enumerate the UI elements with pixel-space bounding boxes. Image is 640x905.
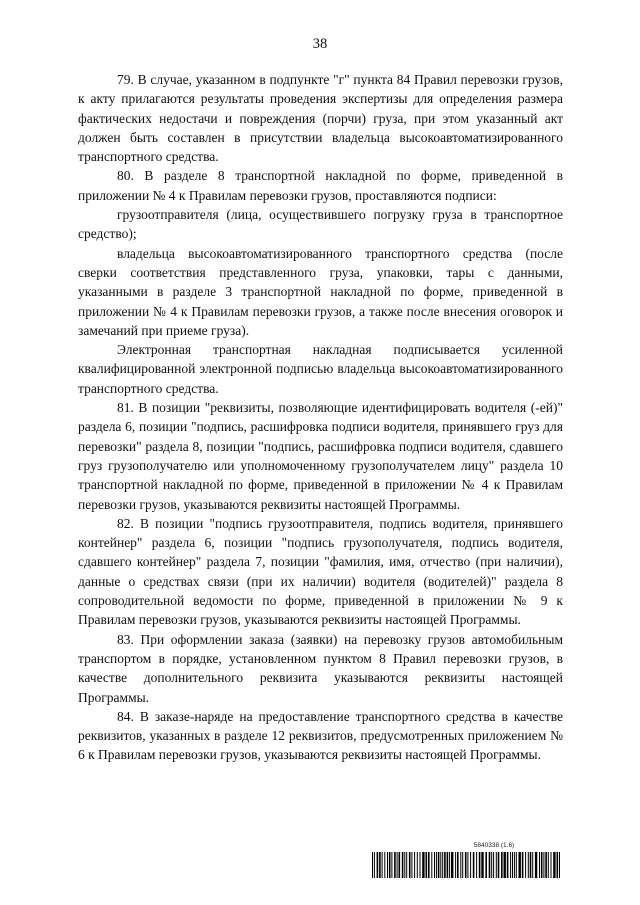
barcode-bar [476, 852, 477, 878]
document-body [78, 70, 563, 765]
barcode-bar [498, 852, 500, 878]
barcode-bar [426, 852, 428, 878]
barcode-bar [559, 852, 560, 878]
barcode-bar [530, 852, 532, 878]
barcode-bar [422, 852, 424, 878]
barcode-bar [516, 852, 517, 878]
barcode-bar [467, 852, 468, 878]
barcode-bar [397, 852, 398, 878]
barcode-bar [399, 852, 401, 878]
document-code: 5840338 (1.6) [473, 842, 515, 849]
barcode-bar [496, 852, 497, 878]
barcode-bar [481, 852, 483, 878]
paragraph-82: 82. В позиции "подпись грузоотправителя, подпись водителя, принявшего контейнер" раздела 6, позиции "подпись грузополучателя, подпись водителя, сдавшего контейнер" раздела 7, позиции "фамилия, имя, отчество (при наличии), данные о средствах связи (при их наличии) водителя (водителей)" раздела 8 сопроводительной ведомости по форме, приведенной в приложении № 9 к Правилам перевозки грузов, указываются реквизиты настоящей Программы. [78, 515, 563, 628]
barcode-bar [382, 852, 383, 878]
barcode-bar [389, 852, 391, 878]
paragraph-80-owner: владельца высокоавтоматизированного транспортного средства (после сверки соответствия представленного груза, упаковки, тары с данными, указанными в разделе 3 транспортной накладной по форме, приведенной в приложении № 4 к Правилам перевозки грузов, а также после внесения оговорок и замечаний при приеме груза). [78, 245, 563, 338]
barcode-bar [402, 852, 404, 878]
paragraph-83: 83. При оформлении заказа (заявки) на перевозку грузов автомобильным транспортом в порядке, установленном пунктом 8 Правил перевозки грузов, в качестве дополнительного реквизита указываются реквизиты настоящей Программы. [78, 631, 563, 705]
barcode-bar [387, 852, 388, 878]
barcode-bar [493, 852, 494, 878]
barcode-bar [404, 852, 405, 878]
barcode-bar [420, 852, 421, 878]
paragraph-80-electronic: Электронная транспортная накладная подписывается усиленной квалифицированной электронной подписью владельца высокоавтоматизированного транспортного средства. [78, 342, 563, 396]
barcode-bar [460, 852, 461, 878]
barcode-bar [470, 852, 471, 878]
barcode-bar [465, 852, 467, 878]
barcode-bar [551, 852, 552, 878]
barcode-bar [504, 852, 506, 878]
barcode-bar [414, 852, 415, 878]
barcode-bar [541, 852, 543, 878]
barcode-bar [491, 852, 492, 878]
barcode-bar [428, 852, 430, 878]
barcode-bar [489, 852, 491, 878]
barcode-bar [525, 852, 526, 878]
barcode-bar [457, 852, 459, 878]
barcode-bar [455, 852, 456, 878]
barcode-bar [557, 852, 559, 878]
barcode-bar [485, 852, 487, 878]
paragraph-79: 79. В случае, указанном в подпункте "г" пункта 84 Правил перевозки грузов, к акту прилагаются результаты проведения экспертизы для определения размера фактических недостачи и повреждения (порчи) груза, при этом указанный акт должен быть составлен в присутствии владельца высокоавтоматизированного транспортного средства. [78, 72, 563, 165]
barcode-bar [394, 852, 396, 878]
barcode-bar [532, 852, 533, 878]
barcode-bar [447, 852, 449, 878]
barcode-bar [440, 852, 441, 878]
barcode-bar [519, 852, 521, 878]
barcode-bar [436, 852, 437, 878]
barcode-bar [417, 852, 418, 878]
barcode-bar [514, 852, 515, 878]
paragraph-84: 84. В заказе-наряде на предоставление транспортного средства в качестве реквизитов, указанных в разделе 12 реквизитов, предусмотренных приложением № 6 к Правилам перевозки грузов, указываются реквизиты настоящей Программы. [78, 708, 563, 763]
paragraph-81: 81. В позиции "реквизиты, позволяющие идентифицировать водителя (-ей)" раздела 6, позиции "подпись, расшифровка подписи водителя, принявшего груз для перевозки" раздела 8, позиции "подпись, расшифровка подписи водителя, сдавшего груз грузополучателю или уполномоченному грузополучателем лицу" раздела 10 транспортной накладной по форме, приведенной в приложении № 4 к Правилам перевозки грузов, указываются реквизиты настоящей Программы. [78, 400, 563, 512]
paragraph-80: 80. В разделе 8 транспортной накладной по форме, приведенной в приложении № 4 к Правилам перевозки грузов, проставляются подписи: [78, 168, 563, 203]
barcode-bar [406, 852, 407, 878]
barcode-image [372, 852, 562, 878]
barcode-bar [473, 852, 475, 878]
barcode-bar [431, 852, 432, 878]
barcode-bar [451, 852, 453, 878]
barcode-bar [553, 852, 555, 878]
barcode-bar [374, 852, 375, 878]
barcode-bar [507, 852, 509, 878]
barcode-bar [449, 852, 450, 878]
barcode-bar [434, 852, 435, 878]
barcode-bar [535, 852, 537, 878]
barcode-bar [501, 852, 503, 878]
barcode-bar [510, 852, 511, 878]
barcode-bar [409, 852, 411, 878]
page-number: 38 [312, 36, 328, 52]
barcode-bar [462, 852, 463, 878]
paragraph-80-shipper: грузоотправителя (лица, осуществившего погрузку груза в транспортное средство); [78, 207, 563, 242]
barcode-bar [442, 852, 443, 878]
barcode-bar [522, 852, 524, 878]
barcode-bar [543, 852, 544, 878]
barcode-bar [528, 852, 529, 878]
barcode-bar [384, 852, 385, 878]
barcode-bar [444, 852, 446, 878]
barcode-bar [438, 852, 440, 878]
barcode-bar [379, 852, 381, 878]
barcode-bar [377, 852, 379, 878]
barcode-bar [479, 852, 481, 878]
barcode-bar [411, 852, 412, 878]
barcode-bar [372, 852, 373, 878]
barcode-bar [548, 852, 549, 878]
barcode-bar [391, 852, 392, 878]
barcode-bar [512, 852, 513, 878]
barcode-bar [545, 852, 547, 878]
barcode-bar [539, 852, 540, 878]
